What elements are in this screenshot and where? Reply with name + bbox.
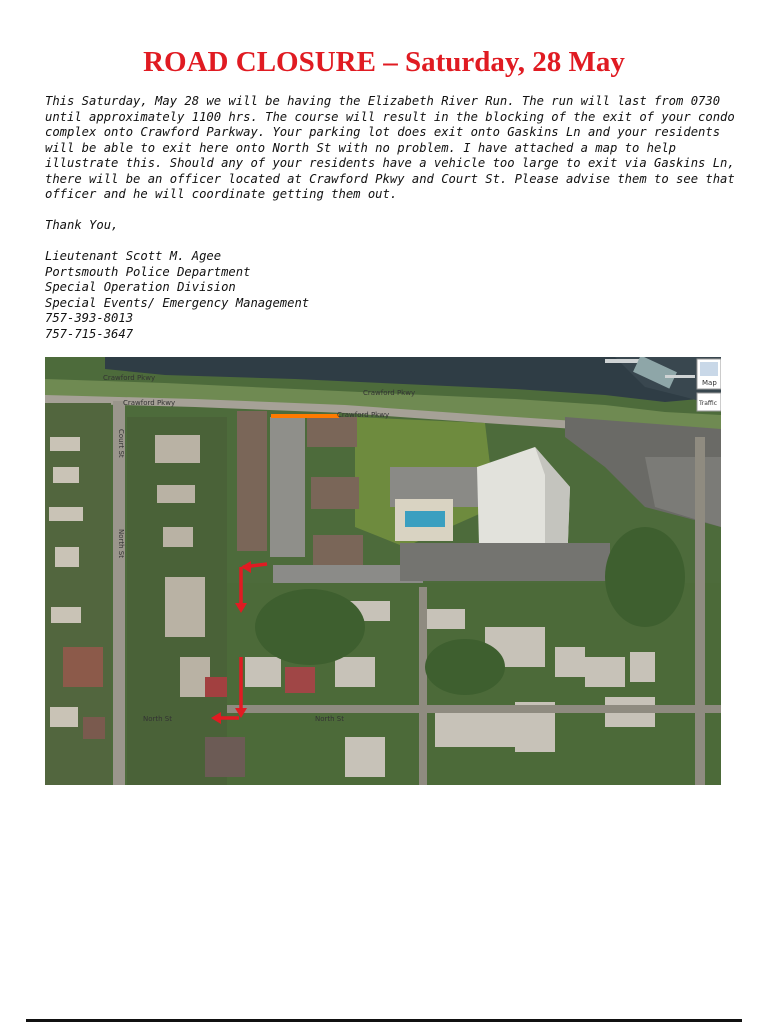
page-title: ROAD CLOSURE – Saturday, 28 May: [143, 46, 625, 78]
letter-body: This Saturday, May 28 we will be having the Elizabeth River Run. The run will last from 0730 until approximately 1100 hrs. The course will result in the blocking of the exit of your condo complex onto Crawford Parkway. Your parking lot does exit onto Gaskins Ln and your residents will be able to exit here onto North St with no problem. I have attached a map to help illustrate this. Should any of your residents have a vehicle too large to exit via Gaskins Ln, there will be an officer located at Crawford Pkwy and Court St. Please advise them to see that officer and he will coordinate getting them out.: [45, 94, 735, 201]
map-button-label: Map: [702, 379, 717, 387]
blocked-exit-marker: [271, 414, 339, 418]
signature-phone-2: 757-715-3647: [45, 326, 134, 341]
label-crawford-pkwy-4: Crawford Pkwy: [337, 411, 390, 419]
label-north-st-1: North St: [117, 529, 125, 558]
north-st-road: [227, 705, 721, 713]
signature-unit: Special Events/ Emergency Management: [45, 295, 310, 310]
signature-department: Portsmouth Police Department: [45, 264, 251, 279]
label-crawford-pkwy-2: Crawford Pkwy: [123, 399, 176, 407]
map-type-button[interactable]: [697, 359, 721, 389]
traffic-button[interactable]: [697, 393, 721, 411]
signature-phone-1: 757-393-8013: [45, 311, 134, 325]
signature-block: [45, 249, 735, 342]
label-north-st-2: North St: [143, 715, 172, 723]
label-crawford-pkwy-1: Crawford Pkwy: [103, 374, 156, 382]
label-crawford-pkwy-3: Crawford Pkwy: [363, 389, 416, 397]
letter-closing: Thank You,: [45, 218, 119, 232]
traffic-button-label: Traffic: [699, 400, 718, 407]
signature-name: Lieutenant Scott M. Agee: [45, 249, 222, 263]
bottom-rule: [26, 1019, 742, 1022]
aerial-map: [45, 357, 721, 785]
signature-division: Special Operation Division: [45, 280, 236, 294]
court-st-road: [113, 401, 125, 785]
pool: [405, 511, 445, 527]
label-court-st: Court St: [117, 429, 125, 458]
label-north-st-3: North St: [315, 715, 344, 723]
